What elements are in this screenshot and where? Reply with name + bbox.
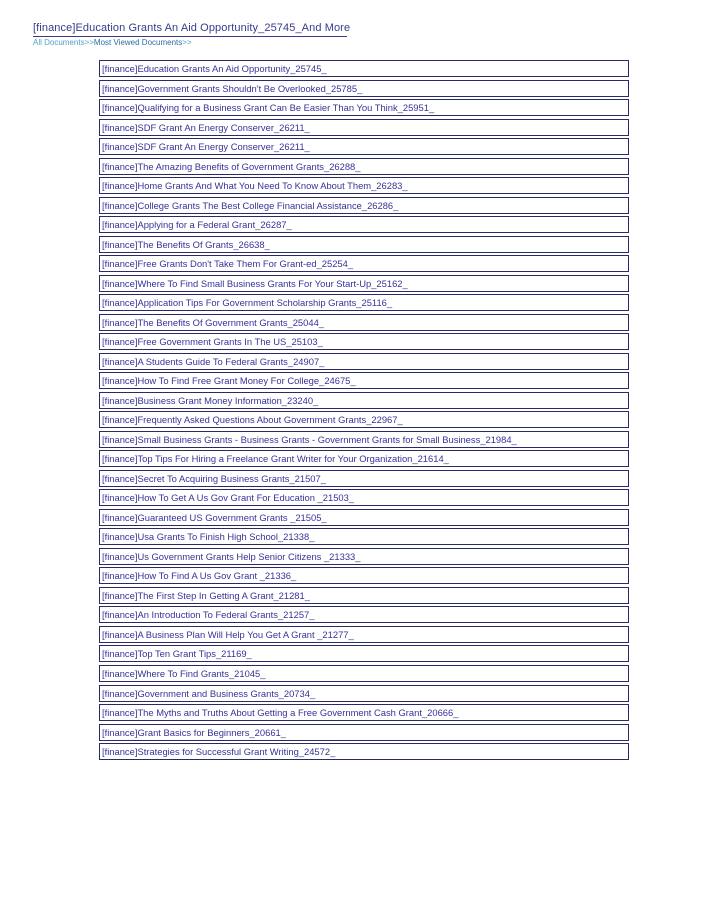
document-list-item	[99, 99, 629, 116]
document-link[interactable]: [finance]How To Find A Us Gov Grant _21336_	[102, 570, 297, 582]
document-link[interactable]: [finance]Us Government Grants Help Senior Citizens _21333_	[102, 550, 361, 562]
document-title: [finance]Education Grants An Aid Opportunity_25745_And More	[33, 22, 351, 34]
document-link[interactable]: [finance]SDF Grant An Energy Conserver_26211_	[102, 121, 310, 133]
document-list-item	[99, 411, 629, 428]
document-list-item	[99, 275, 629, 292]
document-list-item	[99, 743, 629, 760]
document-list-item	[99, 509, 629, 526]
document-list-item	[99, 567, 629, 584]
title-underline	[33, 36, 347, 37]
document-list-item	[99, 314, 629, 331]
breadcrumb-separator: >>	[182, 38, 192, 47]
document-list-item	[99, 372, 629, 389]
breadcrumb-all-documents-link[interactable]: All Documents	[33, 38, 85, 47]
document-list-item	[99, 177, 629, 194]
document-list-item	[99, 626, 629, 643]
document-link[interactable]: [finance]How To Find Free Grant Money For College_24675_	[102, 375, 356, 387]
document-list-item	[99, 587, 629, 604]
document-list-item	[99, 685, 629, 702]
document-list-item	[99, 645, 629, 662]
document-link[interactable]: [finance]The Benefits Of Government Grants_25044_	[102, 316, 325, 328]
document-list-item	[99, 333, 629, 350]
document-list-item	[99, 236, 629, 253]
document-list-item	[99, 138, 629, 155]
document-link[interactable]: [finance]Government Grants Shouldn't Be Overlooked_25785_	[102, 82, 363, 94]
document-link[interactable]: [finance]The Benefits Of Grants_26638_	[102, 238, 270, 250]
breadcrumb	[33, 38, 192, 47]
document-link[interactable]: [finance]Top Tips For Hiring a Freelance Grant Writer for Your Organization_21614_	[102, 453, 449, 465]
document-list-item	[99, 450, 629, 467]
document-list-item	[99, 392, 629, 409]
document-link[interactable]: [finance]Free Government Grants In The US_25103_	[102, 336, 323, 348]
document-list-item	[99, 353, 629, 370]
document-link[interactable]: [finance]Guaranteed US Government Grants _21505_	[102, 511, 327, 523]
document-list-item	[99, 294, 629, 311]
document-link[interactable]: [finance]Grant Basics for Beginners_20661_	[102, 726, 286, 738]
document-link[interactable]: [finance]Government and Business Grants_20734_	[102, 687, 316, 699]
document-link[interactable]: [finance]Small Business Grants - Business Grants - Government Grants for Small Business_21984_	[102, 433, 517, 445]
document-list-item	[99, 60, 629, 77]
document-list-item	[99, 704, 629, 721]
document-link[interactable]: [finance]Home Grants And What You Need To Know About Them_26283_	[102, 180, 408, 192]
document-link[interactable]: [finance]College Grants The Best College Financial Assistance_26286_	[102, 199, 399, 211]
breadcrumb-separator: >>	[84, 38, 94, 47]
breadcrumb-most-viewed-link[interactable]: Most Viewed Documents	[93, 38, 183, 47]
document-link[interactable]: [finance]Where To Find Small Business Grants For Your Start-Up_25162_	[102, 277, 408, 289]
document-link[interactable]: [finance]SDF Grant An Energy Conserver_26211_	[102, 141, 310, 153]
document-link[interactable]: [finance]Where To Find Grants_21045_	[102, 667, 266, 679]
document-list-item	[99, 197, 629, 214]
document-link[interactable]: [finance]Strategies for Successful Grant Writing_24572_	[102, 746, 336, 758]
document-list-item	[99, 255, 629, 272]
document-list-item	[99, 489, 629, 506]
document-list-item	[99, 80, 629, 97]
document-link[interactable]: [finance]The Myths and Truths About Getting a Free Government Cash Grant_20666_	[102, 707, 459, 719]
document-link[interactable]: [finance]Top Ten Grant Tips_21169_	[102, 648, 252, 660]
document-link[interactable]: [finance]The Amazing Benefits of Government Grants_26288_	[102, 160, 361, 172]
document-list-item	[99, 724, 629, 741]
document-list-item	[99, 470, 629, 487]
document-link[interactable]: [finance]A Business Plan Will Help You Get A Grant _21277_	[102, 628, 354, 640]
document-list-item	[99, 119, 629, 136]
document-link[interactable]: [finance]Frequently Asked Questions About Government Grants_22967_	[102, 414, 403, 426]
document-link[interactable]: [finance]Application Tips For Government Scholarship Grants_25116_	[102, 297, 393, 309]
document-link[interactable]: [finance]A Students Guide To Federal Grants_24907_	[102, 355, 325, 367]
document-list-item	[99, 216, 629, 233]
document-link[interactable]: [finance]Qualifying for a Business Grant Can Be Easier Than You Think_25951_	[102, 102, 435, 114]
document-link[interactable]: [finance]Business Grant Money Information_23240_	[102, 394, 319, 406]
document-link[interactable]: [finance]An Introduction To Federal Grants_21257_	[102, 609, 315, 621]
document-link[interactable]: [finance]Applying for a Federal Grant_26287_	[102, 219, 292, 231]
document-list-item	[99, 665, 629, 682]
document-link[interactable]: [finance]Usa Grants To Finish High School_21338_	[102, 531, 315, 543]
document-list-item	[99, 528, 629, 545]
document-link[interactable]: [finance]How To Get A Us Gov Grant For Education _21503_	[102, 492, 355, 504]
document-link[interactable]: [finance]Education Grants An Aid Opportunity_25745_	[102, 63, 327, 74]
document-list-item	[99, 158, 629, 175]
document-list	[99, 60, 629, 763]
document-link[interactable]: [finance]Secret To Acquiring Business Grants_21507_	[102, 472, 326, 484]
document-link[interactable]: [finance]Free Grants Don't Take Them For Grant-ed_25254_	[102, 258, 354, 270]
document-list-item	[99, 548, 629, 565]
document-link[interactable]: [finance]The First Step In Getting A Grant_21281_	[102, 589, 310, 601]
document-list-item	[99, 431, 629, 448]
document-list-item	[99, 606, 629, 623]
